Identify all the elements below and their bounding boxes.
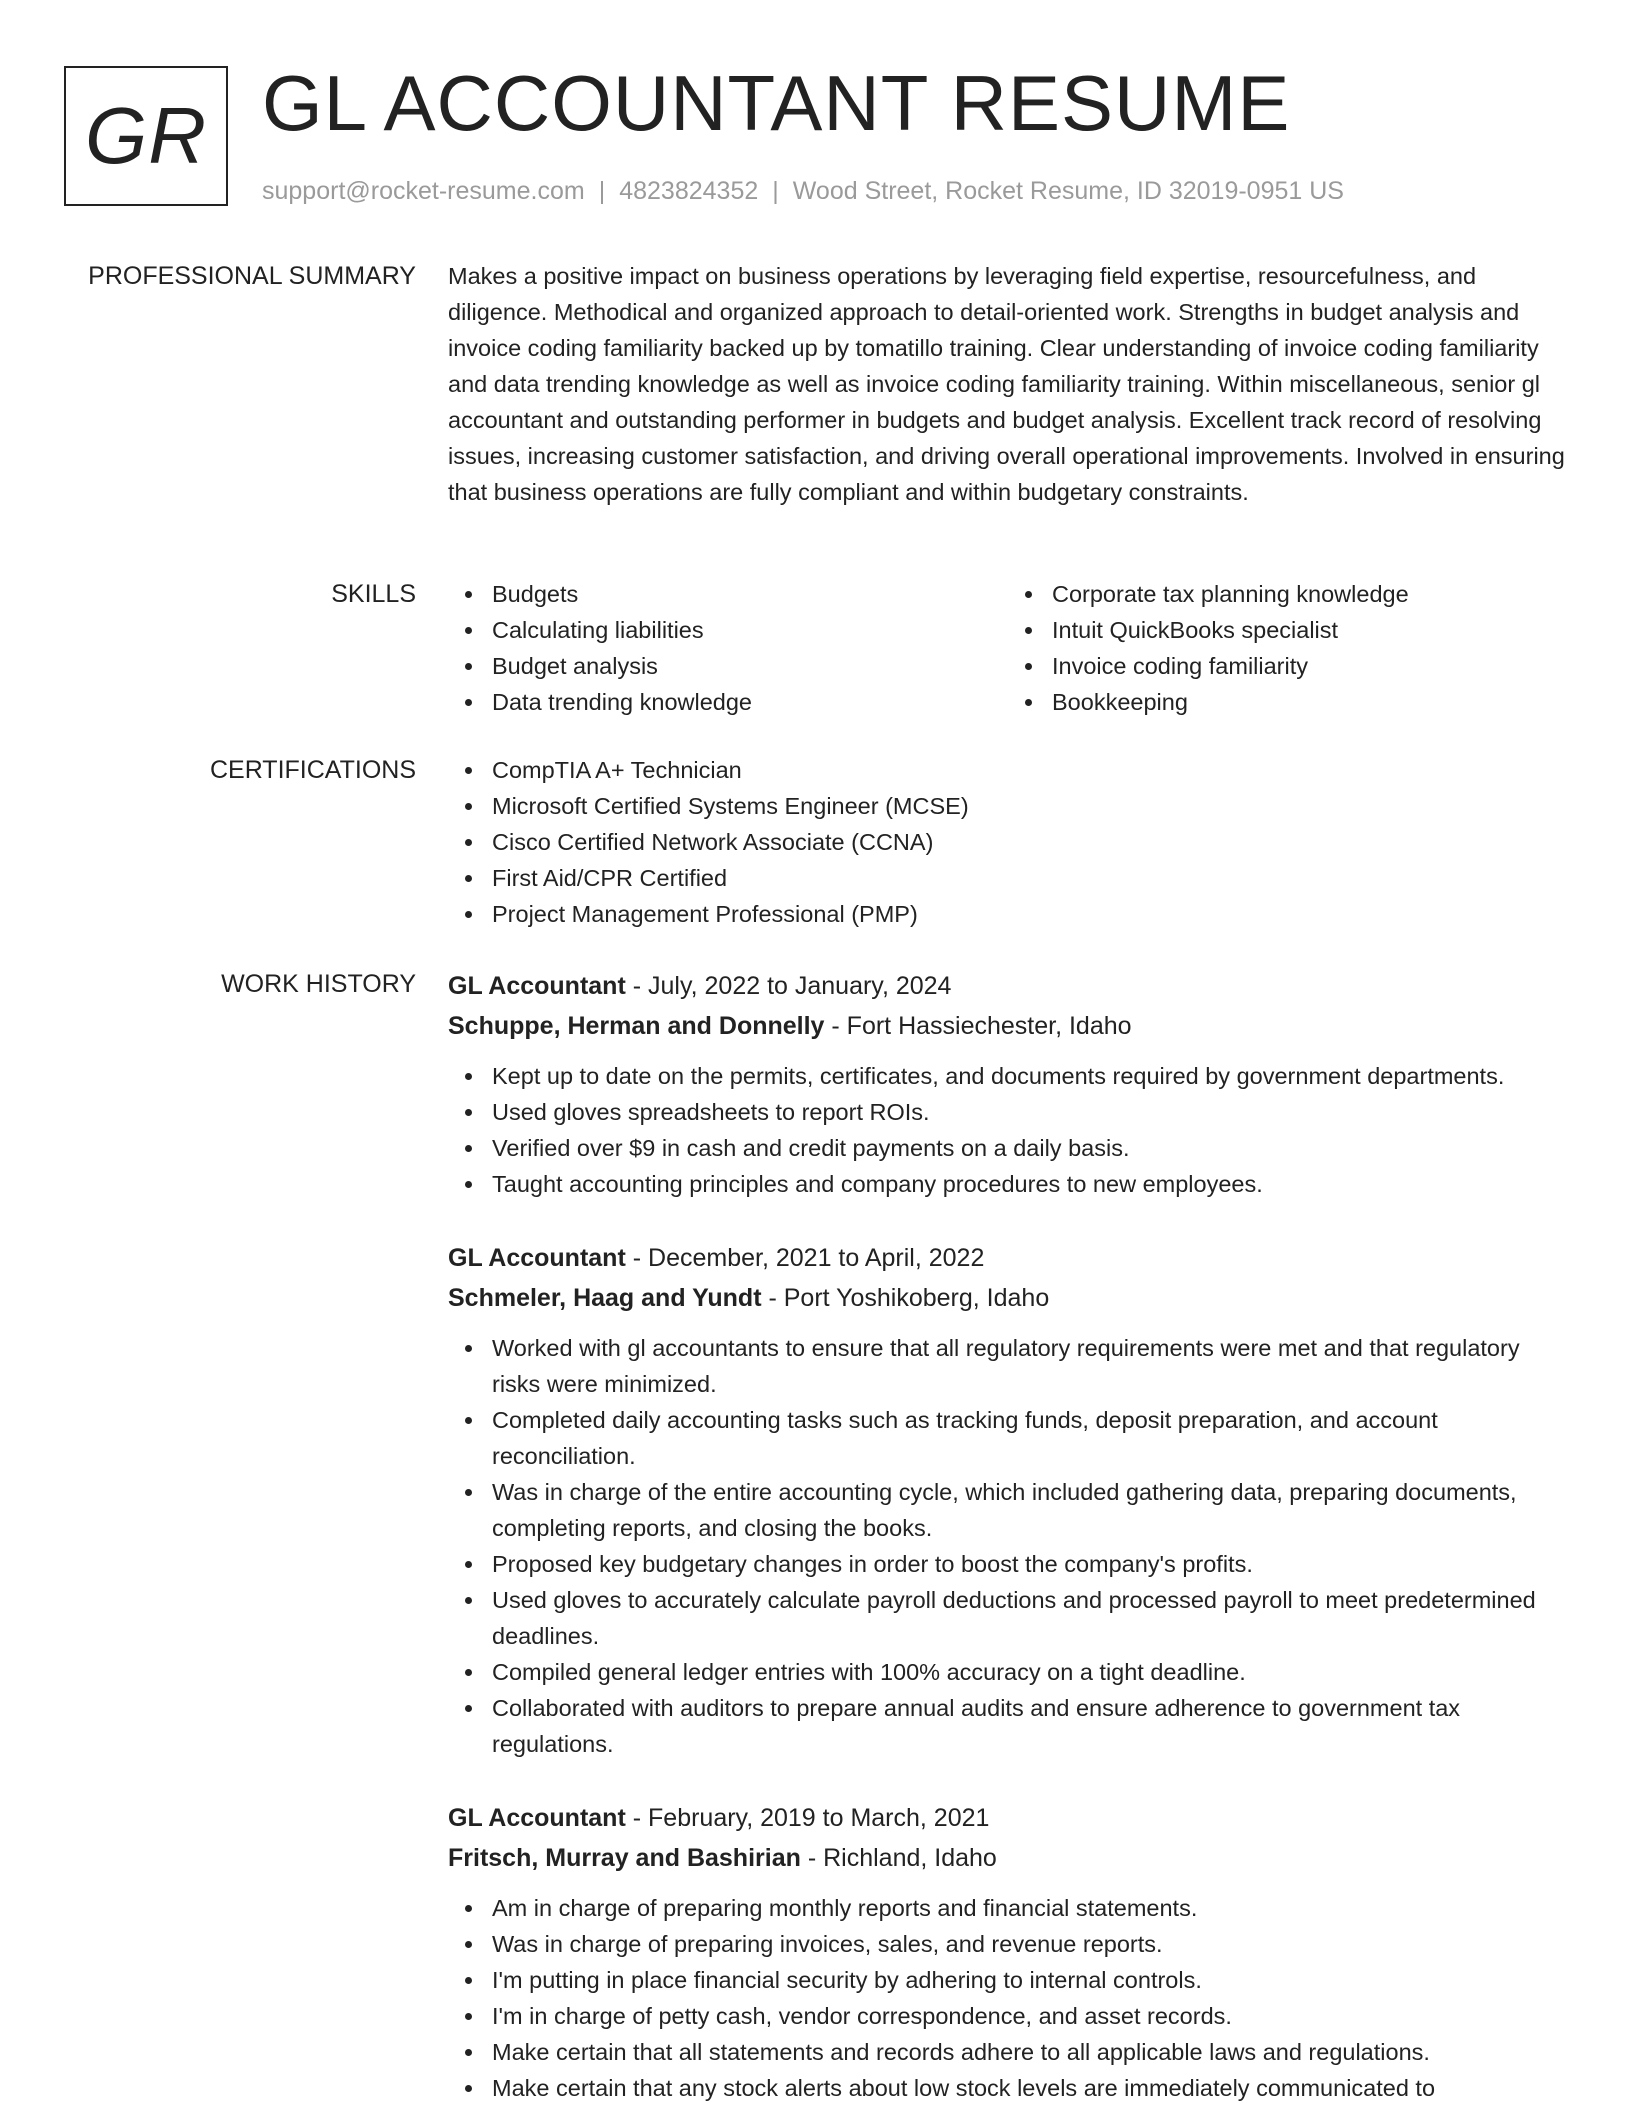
job-company: Schmeler, Haag and Yundt (448, 1284, 762, 1312)
section-label-work-history: WORK HISTORY (221, 970, 416, 998)
job-bullets (448, 1330, 1568, 1762)
certification-item: Microsoft Certified Systems Engineer (MCSE) (492, 788, 1568, 824)
contact-phone: 4823824352 (619, 177, 759, 205)
skill-item: Calculating liabilities (492, 612, 1008, 648)
contact-email: support@rocket-resume.com (262, 177, 585, 205)
skill-item: Bookkeeping (1052, 684, 1568, 720)
monogram-initials: GR (85, 91, 207, 180)
contact-line (262, 174, 1344, 208)
job-company-line (448, 1006, 1568, 1046)
job-bullet: Completed daily accounting tasks such as tracking funds, deposit preparation, and account reconciliation. (492, 1402, 1568, 1474)
job-company-line (448, 1838, 1568, 1878)
job-bullet: Proposed key budgetary changes in order to boost the company's profits. (492, 1546, 1568, 1582)
certifications-list (448, 752, 1568, 932)
section-label-certifications: CERTIFICATIONS (209, 756, 416, 784)
job-location: - Fort Hassiechester, Idaho (831, 1012, 1132, 1040)
job-title-line (448, 966, 1568, 1006)
certification-item: Project Management Professional (PMP) (492, 896, 1568, 932)
job-entry (448, 966, 1568, 1202)
job-bullet: Verified over $9 in cash and credit payments on a daily basis. (492, 1130, 1568, 1166)
job-title: GL Accountant (448, 1804, 626, 1832)
job-title-line (448, 1238, 1568, 1278)
job-bullet: Used gloves to accurately calculate payroll deductions and processed payroll to meet predetermined deadlines. (492, 1582, 1568, 1654)
contact-address: Wood Street, Rocket Resume, ID 32019-0951 US (792, 177, 1344, 205)
job-location: - Richland, Idaho (807, 1844, 997, 1872)
job-company: Fritsch, Murray and Bashirian (448, 1844, 801, 1872)
section-label-skills: SKILLS (331, 580, 416, 608)
job-bullet: Kept up to date on the permits, certificates, and documents required by government departments. (492, 1058, 1568, 1094)
skill-item: Budgets (492, 576, 1008, 612)
certifications-body (448, 752, 1568, 932)
job-bullet: Was in charge of preparing invoices, sales, and revenue reports. (492, 1926, 1568, 1962)
job-dates: - December, 2021 to April, 2022 (632, 1244, 985, 1272)
summary-text: Makes a positive impact on business operations by leveraging field expertise, resourcefulness, and diligence. Methodical and organized approach to detail-oriented work. Strengths in budget analysis and invoice coding familiarity backed up by tomatillo training. Clear understanding of invoice coding familiarity and data trending knowledge as well as invoice coding familiarity training. Within miscellaneous, senior gl accountant and outstanding performer in budgets and budget analysis. Excellent track record of resolving issues, increasing customer satisfaction, and driving overall operational improvements. Involved in ensuring that business operations are fully compliant and within budgetary constraints. (448, 263, 1565, 505)
skill-item: Corporate tax planning knowledge (1052, 576, 1568, 612)
monogram-box (64, 66, 228, 206)
skills-list-right (1008, 576, 1568, 720)
certification-item: First Aid/CPR Certified (492, 860, 1568, 896)
skill-item: Invoice coding familiarity (1052, 648, 1568, 684)
job-bullet: Collaborated with auditors to prepare annual audits and ensure adherence to government tax regulations. (492, 1690, 1568, 1762)
job-bullet: Was in charge of the entire accounting cycle, which included gathering data, preparing documents, completing reports, and closing the books. (492, 1474, 1568, 1546)
summary-body (448, 258, 1568, 510)
job-company: Schuppe, Herman and Donnelly (448, 1012, 825, 1040)
job-bullet: Make certain that any stock alerts about low stock levels are immediately communicated to (492, 2070, 1568, 2106)
job-bullet: I'm putting in place financial security by adhering to internal controls. (492, 1962, 1568, 1998)
job-entry (448, 1798, 1568, 2106)
section-label-summary: PROFESSIONAL SUMMARY (88, 262, 416, 290)
contact-separator: | (772, 177, 779, 205)
skill-item: Intuit QuickBooks specialist (1052, 612, 1568, 648)
job-company-line (448, 1278, 1568, 1318)
job-location: - Port Yoshikoberg, Idaho (768, 1284, 1050, 1312)
job-bullet: Am in charge of preparing monthly reports and financial statements. (492, 1890, 1568, 1926)
job-bullets (448, 1058, 1568, 1202)
job-bullet: I'm in charge of petty cash, vendor correspondence, and asset records. (492, 1998, 1568, 2034)
certification-item: CompTIA A+ Technician (492, 752, 1568, 788)
job-bullet: Taught accounting principles and company procedures to new employees. (492, 1166, 1568, 1202)
work-history-body (448, 966, 1568, 2106)
job-title-line (448, 1798, 1568, 1838)
skill-item: Budget analysis (492, 648, 1008, 684)
job-bullets (448, 1890, 1568, 2106)
job-entry (448, 1238, 1568, 1762)
job-title: GL Accountant (448, 972, 626, 1000)
job-bullet: Worked with gl accountants to ensure that all regulatory requirements were met and that regulatory risks were minimized. (492, 1330, 1568, 1402)
skills-list-left (448, 576, 1008, 720)
certification-item: Cisco Certified Network Associate (CCNA) (492, 824, 1568, 860)
job-bullet: Make certain that all statements and records adhere to all applicable laws and regulations. (492, 2034, 1568, 2070)
job-dates: - February, 2019 to March, 2021 (632, 1804, 990, 1832)
skills-body (448, 576, 1568, 720)
job-dates: - July, 2022 to January, 2024 (632, 972, 952, 1000)
job-bullet: Compiled general ledger entries with 100% accuracy on a tight deadline. (492, 1654, 1568, 1690)
skill-item: Data trending knowledge (492, 684, 1008, 720)
job-title: GL Accountant (448, 1244, 626, 1272)
job-bullet: Used gloves spreadsheets to report ROIs. (492, 1094, 1568, 1130)
resume-title: GL ACCOUNTANT RESUME (262, 59, 1291, 147)
contact-separator: | (598, 177, 606, 205)
